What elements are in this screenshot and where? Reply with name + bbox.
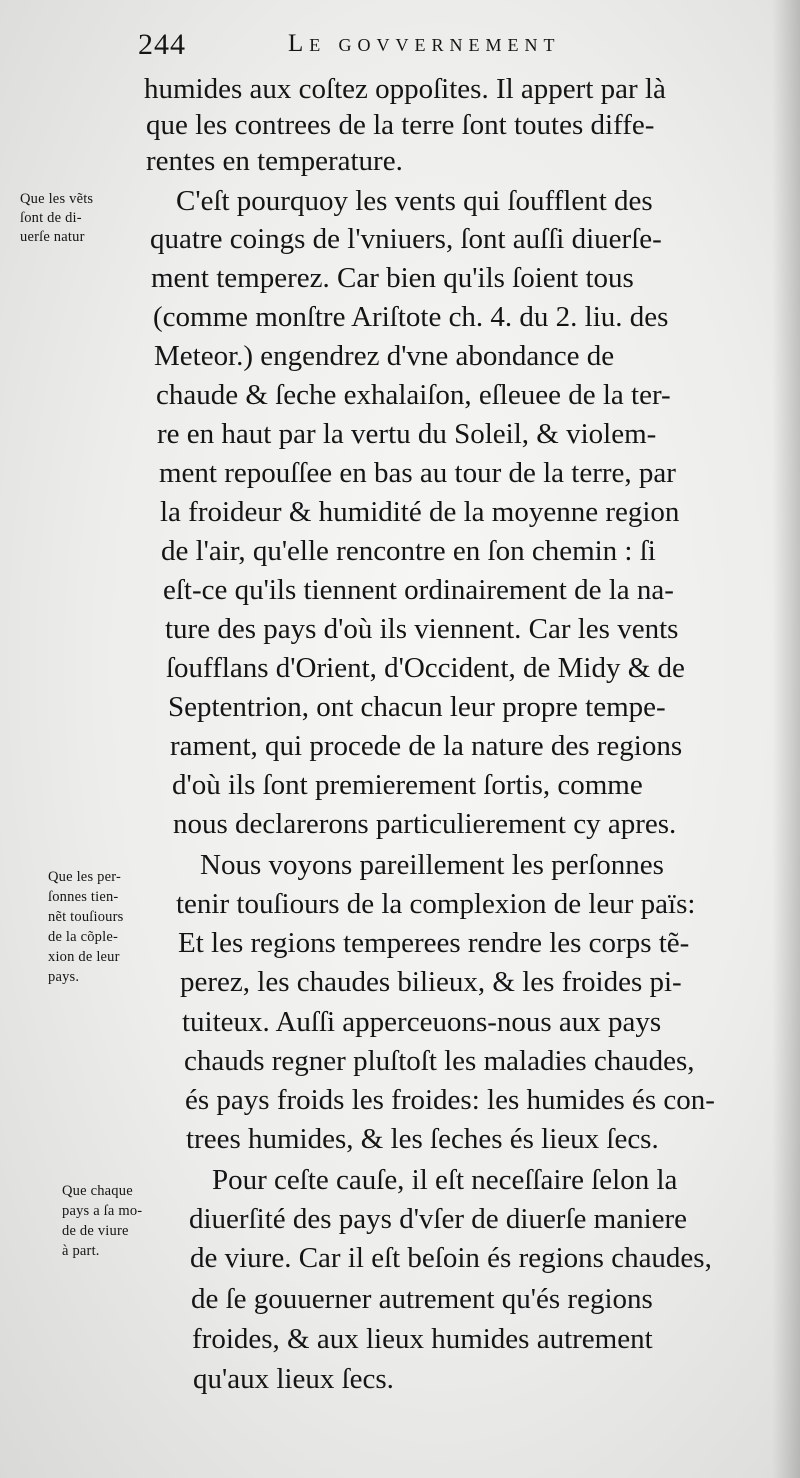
text-line: és pays froids les froides: les humides és con- <box>185 1084 715 1116</box>
text-line: chauds regner pluſtoſt les maladies chaudes, <box>184 1045 695 1077</box>
page-edge-shadow <box>772 0 800 1478</box>
text-line: de l'air, qu'elle rencontre en ſon chemin : ſi <box>161 535 656 567</box>
margin-note-line: Que les vẽts <box>20 191 94 207</box>
text-line: re en haut par la vertu du Soleil, & violem- <box>157 418 657 450</box>
margin-note-line: de la cõple- <box>48 929 119 945</box>
text-line: chaude & ſeche exhalaiſon, eſleuee de la ter- <box>156 379 671 411</box>
text-line: nous declarerons particulierement cy apres. <box>173 808 677 840</box>
margin-note-line: uerſe natur <box>20 229 85 245</box>
text-line: ture des pays d'où ils viennent. Car les vents <box>165 613 679 645</box>
text-line: Meteor.) engendrez d'vne abondance de <box>154 340 615 372</box>
margin-note-line: ſont de di- <box>20 210 82 226</box>
text-line: qu'aux lieux ſecs. <box>193 1363 394 1395</box>
text-line: eſt-ce qu'ils tiennent ordinairement de la na- <box>163 574 674 606</box>
text-line: (comme monſtre Ariſtote ch. 4. du 2. liu. des <box>153 301 669 333</box>
page-number: 244 <box>138 28 186 61</box>
text-line: diuerſité des pays d'vſer de diuerſe maniere <box>189 1203 688 1235</box>
margin-note-line: nẽt touſiours <box>48 909 124 925</box>
text-line: Pour ceſte cauſe, il eſt neceſſaire ſelon la <box>212 1164 678 1196</box>
margin-note-line: pays. <box>48 969 80 985</box>
text-line: d'où ils ſont premierement ſortis, comme <box>172 769 643 801</box>
text-line: Septentrion, ont chacun leur propre tempe- <box>168 691 666 723</box>
text-line: tuiteux. Auſſi apperceuons-nous aux pays <box>182 1006 662 1038</box>
text-line: ment temperez. Car bien qu'ils ſoient tous <box>151 262 634 294</box>
text-line: de ſe gouuerner autrement qu'és regions <box>191 1283 653 1315</box>
margin-note-line: ſonnes tien- <box>48 889 119 905</box>
margin-note-line: pays a ſa mo- <box>62 1203 143 1219</box>
text-line: trees humides, & les ſeches és lieux ſecs. <box>186 1123 659 1155</box>
text-line: la froideur & humidité de la moyenne region <box>160 496 680 528</box>
text-line: rament, qui procede de la nature des regions <box>170 730 683 762</box>
margin-note-line: de de viure <box>62 1223 129 1239</box>
text-line: ment repouſſee en bas au tour de la terre, par <box>159 457 676 489</box>
margin-note-line: Que chaque <box>62 1183 133 1199</box>
text-line: C'eſt pourquoy les vents qui ſoufflent des <box>176 185 653 217</box>
text-line: humides aux coſtez oppoſites. Il appert par là <box>144 73 666 105</box>
running-head <box>138 28 638 74</box>
text-line: tenir touſiours de la complexion de leur païs: <box>176 888 696 920</box>
text-line: perez, les chaudes bilieux, & les froides pi- <box>180 966 682 998</box>
text-line: rentes en temperature. <box>146 145 403 177</box>
text-line: de viure. Car il eſt beſoin és regions chaudes, <box>190 1242 712 1274</box>
text-line: quatre coings de l'vniuers, ſont auſſi diuerſe- <box>150 223 662 255</box>
text-line: Nous voyons pareillement les perſonnes <box>200 849 664 881</box>
text-line: ſoufflans d'Orient, d'Occident, de Midy & de <box>166 652 685 684</box>
margin-note-line: xion de leur <box>48 949 120 965</box>
text-line: Et les regions temperees rendre les corps tẽ- <box>178 927 690 959</box>
margin-note-line: à part. <box>62 1243 100 1259</box>
margin-note-line: Que les per- <box>48 869 121 885</box>
text-line: froides, & aux lieux humides autrement <box>192 1323 653 1355</box>
text-line: que les contrees de la terre ſont toutes diffe- <box>146 109 655 141</box>
running-title: Le govvernement <box>288 30 561 57</box>
